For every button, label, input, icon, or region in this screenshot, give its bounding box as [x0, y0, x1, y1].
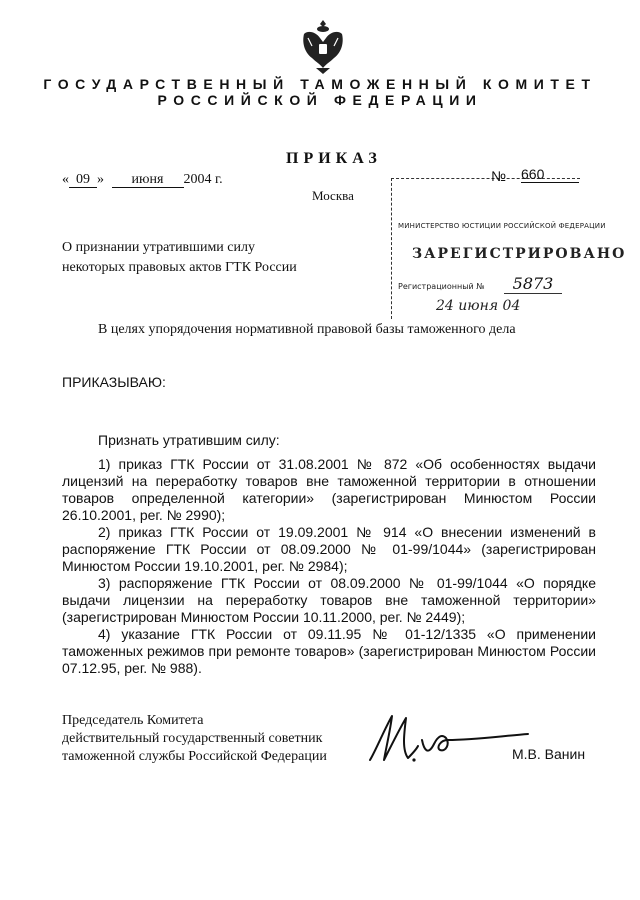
document-subject — [62, 238, 297, 278]
organization-name-line1: ГОСУДАРСТВЕННЫЙ ТАМОЖЕННЫЙ КОМИТЕТ — [43, 76, 597, 92]
document-city: Москва — [312, 188, 354, 203]
list-item: 4) указание ГТК России от 09.11.95 № 01-12/1335 «О применении таможенных режимов при ремонте товаров» (зарегистрирован Минюстом России 07.12.95, рег. № 988). — [62, 626, 596, 676]
stamp-registered-status: ЗАРЕГИСТРИРОВАНО — [412, 246, 627, 262]
organization-name-line2: РОССИЙСКОЙ ФЕДЕРАЦИИ — [157, 92, 483, 108]
revoked-acts-list — [62, 456, 596, 677]
position-line: действительный государственный советник — [62, 731, 323, 746]
list-item: 2) приказ ГТК России от 19.09.2001 № 914 «О внесении изменений в распоряжение ГТК России от 08.09.2000 № 01-99/1044» (зарегистрирован Минюстом России 19.10.2001, рег. № 2984); — [62, 524, 596, 574]
subject-line: О признании утратившими силу — [62, 240, 255, 255]
document-number-label: № — [491, 168, 507, 184]
handwritten-signature — [362, 710, 532, 770]
position-line: таможенной службы Российской Федерации — [62, 749, 327, 764]
coat-of-arms-icon — [298, 18, 348, 76]
order-purpose: В целях упорядочения нормативной правовой базы таможенного дела — [98, 322, 516, 337]
stamp-registration-label: Регистрационный № — [398, 282, 485, 291]
date-day: 09 — [69, 173, 97, 188]
order-intro: Признать утратившим силу: — [98, 432, 280, 448]
document-title: ПРИКАЗ — [286, 150, 382, 167]
signatory-position — [62, 712, 327, 766]
stamp-ministry-name: МИНИСТЕРСТВО ЮСТИЦИИ РОССИЙСКОЙ ФЕДЕРАЦИИ — [398, 222, 606, 230]
stamp-registration-number: 5873 — [504, 274, 562, 294]
position-line: Председатель Комитета — [62, 713, 204, 728]
date-year: 2004 г. — [183, 172, 223, 187]
document-date — [62, 172, 223, 188]
list-item: 3) распоряжение ГТК России от 08.09.2000 № 01-99/1044 «О порядке выдачи лицензии на переработку товаров вне таможенной территории» (зарегистрирован Минюстом России 10.11.2000, рег. № 2449); — [62, 575, 596, 625]
list-item: 1) приказ ГТК России от 31.08.2001 № 872 «Об особенностях выдачи лицензий на переработку товаров вне таможенной территории в отношении товаров определенной категории» (зарегистрирован Минюстом России 26.10.2001, рег. № 2990); — [62, 456, 596, 523]
date-month: июня — [112, 173, 184, 188]
date-quote-open: « — [62, 172, 69, 187]
subject-line: некоторых правовых актов ГТК России — [62, 260, 297, 275]
signatory-name: М.В. Ванин — [512, 746, 586, 762]
document-number: 660 — [521, 166, 579, 183]
date-quote-close: » — [97, 172, 104, 187]
stamp-registration-date: 24 июня 04 — [436, 298, 521, 314]
order-directive: ПРИКАЗЫВАЮ: — [62, 374, 166, 390]
